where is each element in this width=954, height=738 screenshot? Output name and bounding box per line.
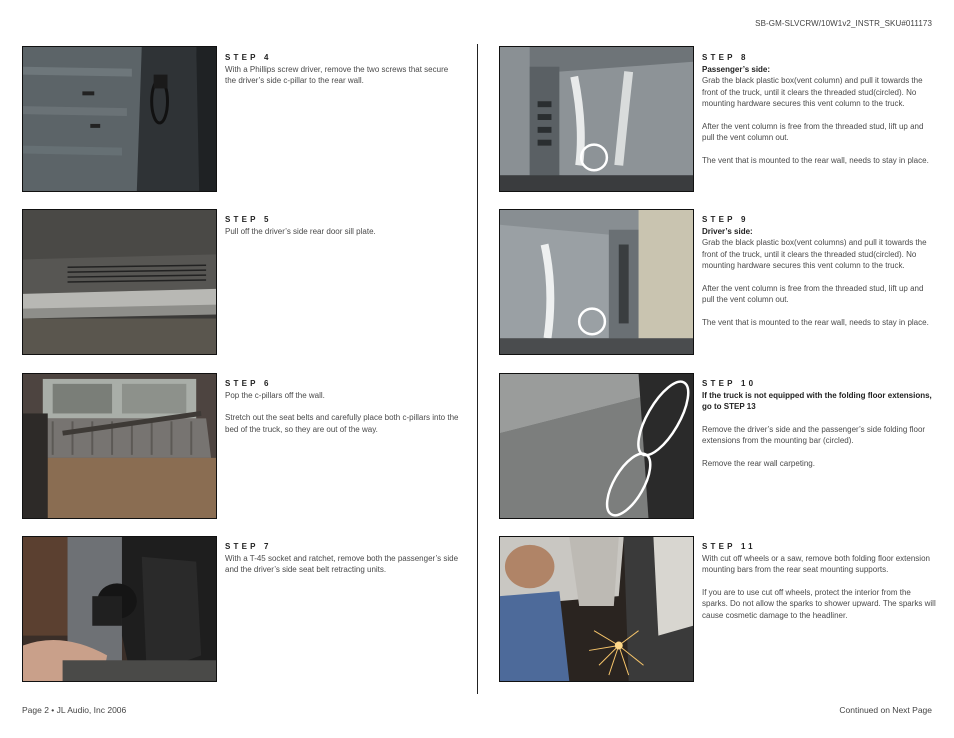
step11-p1: With cut off wheels or a saw, remove both folding floor extension mounting bars from the rear seat mounting supports. (702, 553, 930, 574)
step10-p1: Remove the driver’s side and the passenger’s side folding floor extensions from the mounting bar (circled). (702, 424, 926, 445)
step5-photo (22, 209, 217, 355)
step11-text (702, 541, 937, 621)
step8-photo (499, 46, 694, 192)
step9-subtitle: Driver’s side: (702, 226, 753, 236)
step10-title: STEP 10 (702, 379, 757, 388)
step8-title: STEP 8 (702, 53, 749, 62)
step7-title: STEP 7 (225, 542, 272, 551)
step11-title: STEP 11 (702, 542, 756, 551)
step5-text (225, 214, 460, 237)
step4-p1: With a Phillips screw driver, remove the two screws that secure the driver’s side c-pillar to the rear wall. (225, 64, 449, 85)
step10-text (702, 378, 937, 469)
step6-p2: Stretch out the seat belts and carefully place both c-pillars into the bed of the truck, so they are out of the way. (225, 413, 459, 434)
step4-title: STEP 4 (225, 53, 272, 62)
step7-p1: With a T-45 socket and ratchet, remove both the passenger’s side and the driver’s side seat belt retracting units. (225, 553, 459, 574)
step8-p1: Grab the black plastic box(vent column) and pull it towards the front of the truck, until it clears the threaded stud(circled). No mounting hardware secures this vent column to the truck. (702, 76, 923, 108)
step9-text (702, 214, 937, 328)
step5-title: STEP 5 (225, 215, 272, 224)
step9-p1: Grab the black plastic box(vent columns) and pull it towards the front of the truck, until it clears the threaded stud(circled). No mounting hardware secures this vent column to the truck. (702, 238, 927, 270)
step10-subtitle: If the truck is not equipped with the folding floor extensions, go to STEP 13 (702, 390, 932, 411)
header-code: SB-GM-SLVCRW/10W1v2_INSTR_SKU#011173 (755, 19, 932, 28)
footer-page-label: Page 2 • JL Audio, Inc 2006 (22, 705, 127, 715)
step6-p1: Pop the c-pillars off the wall. (225, 390, 325, 400)
step6-title: STEP 6 (225, 379, 272, 388)
column-divider (477, 44, 478, 694)
footer-continued-label: Continued on Next Page (839, 705, 932, 715)
step10-p2: Remove the rear wall carpeting. (702, 458, 815, 468)
step5-p1: Pull off the driver’s side rear door sill plate. (225, 226, 376, 236)
step11-p2: If you are to use cut off wheels, protect the interior from the sparks. Do not allow the sparks to shower upward. The sparks will cause cosmetic damage to the headliner. (702, 587, 936, 620)
step8-p3: The vent that is mounted to the rear wall, needs to stay in place. (702, 155, 929, 165)
step8-p2: After the vent column is free from the threaded stud, lift up and pull the vent column out. (702, 121, 924, 142)
step4-photo (22, 46, 217, 192)
step6-photo (22, 373, 217, 519)
step4-text (225, 52, 460, 87)
step9-p3: The vent that is mounted to the rear wall, needs to stay in place. (702, 317, 929, 327)
step7-text (225, 541, 460, 576)
step11-photo (499, 536, 694, 682)
step9-title: STEP 9 (702, 215, 749, 224)
step6-text (225, 378, 460, 435)
step7-photo (22, 536, 217, 682)
step8-text (702, 52, 937, 166)
step10-photo (499, 373, 694, 519)
step9-p2: After the vent column is free from the threaded stud, lift up and pull the vent column out. (702, 283, 924, 304)
step8-subtitle: Passenger’s side: (702, 64, 771, 74)
step9-photo (499, 209, 694, 355)
